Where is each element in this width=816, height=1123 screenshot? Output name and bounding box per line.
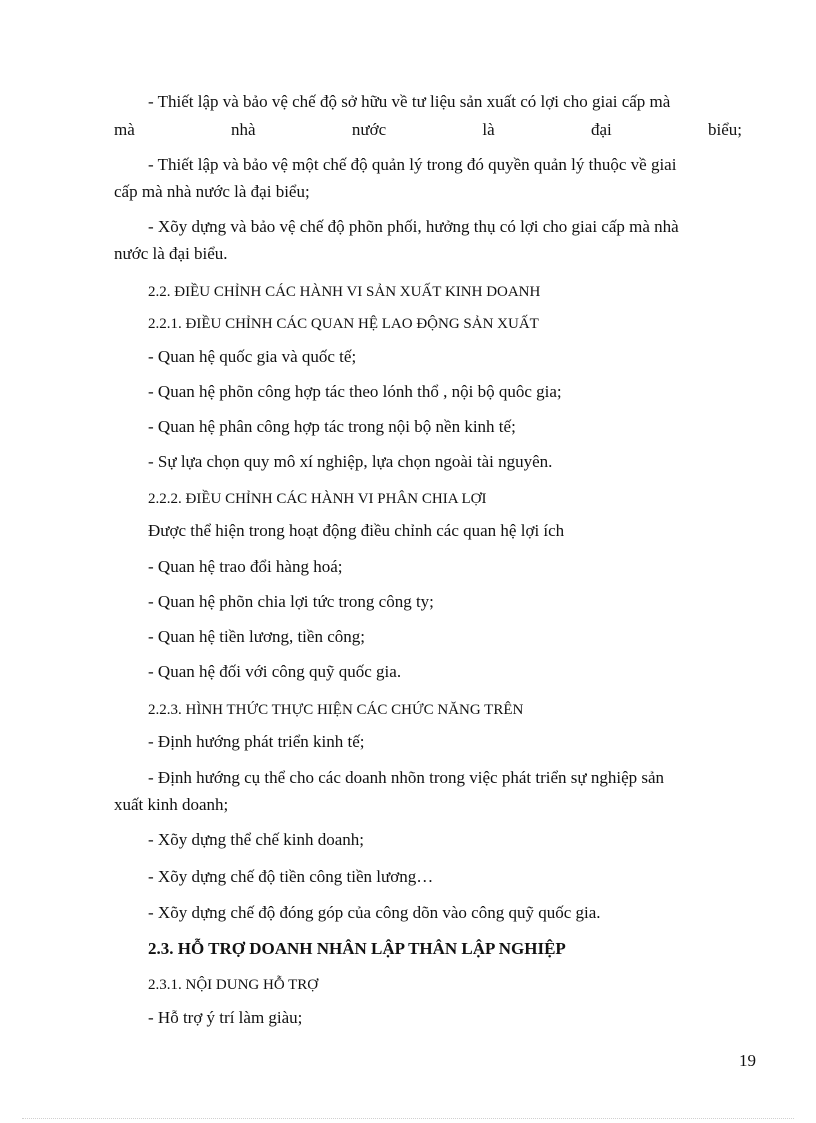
list-item: - Xõy dựng thể chế kinh doanh; [148,830,365,849]
list-item: - Quan hệ đối với công quỹ quốc gia. [148,662,402,681]
paragraph-line: cấp mà nhà nước là đại biểu; [114,182,310,201]
list-item: - Định hướng phát triển kinh tế; [148,732,365,751]
list-item: - Xõy dựng chế độ đóng góp của công dõn vào công quỹ quốc gia. [148,903,601,922]
list-item: - Quan hệ phân công hợp tác trong nội bộ nền kinh tế; [148,417,516,436]
list-item: - Quan hệ tiền lương, tiền công; [148,627,365,646]
page-number: 19 [739,1051,756,1070]
paragraph-line: - Thiết lập và bảo vệ chế độ sở hữu về tư liệu sản xuất có lợi cho giai cấp mà [148,92,671,111]
list-item-continuation: xuất kinh doanh; [114,795,229,814]
paragraph-line: - Thiết lập và bảo vệ một chế độ quản lý trong đó quyền quản lý thuộc về giai [148,155,677,174]
list-item: - Quan hệ phõn công hợp tác theo lónh thổ , nội bộ quôc gia; [148,382,562,401]
list-item: - Quan hệ trao đổi hàng hoá; [148,557,343,576]
paragraph-line: nước là đại biểu. [114,244,228,263]
subsection-heading: 2.2.3. HÌNH THỨC THỰC HIỆN CÁC CHỨC NĂNG TRÊN [148,702,524,718]
paragraph-line: mà nhà nước là đại biểu; [114,120,742,139]
list-item: - Quan hệ phõn chia lợi tức trong công ty; [148,592,434,611]
subsection-heading: 2.2.2. ĐIỀU CHỈNH CÁC HÀNH VI PHÂN CHIA LỢI [148,491,487,507]
paragraph-line: Được thể hiện trong hoạt động điều chỉnh các quan hệ lợi ích [148,521,565,540]
paragraph-line: - Xõy dựng và bảo vệ chế độ phõn phối, hưởng thụ có lợi cho giai cấp mà nhà [148,217,679,236]
list-item: - Quan hệ quốc gia và quốc tế; [148,347,357,366]
section-heading: 2.3. HỖ TRỢ DOANH NHÂN LẬP THÂN LẬP NGHIỆP [148,939,566,958]
subsection-heading: 2.2.1. ĐIỀU CHỈNH CÁC QUAN HỆ LAO ĐỘNG SẢN XUẤT [148,316,539,332]
list-item: - Hỗ trợ ý trí làm giàu; [148,1008,303,1027]
page-bottom-rule [22,1118,794,1119]
section-heading: 2.2. ĐIỀU CHỈNH CÁC HÀNH VI SẢN XUẤT KINH DOANH [148,284,541,300]
list-item: - Xõy dựng chế độ tiền công tiền lương… [148,867,434,886]
subsection-heading: 2.3.1. NỘI DUNG HỖ TRỢ [148,977,319,993]
list-item: - Định hướng cụ thể cho các doanh nhõn trong việc phát triển sự nghiệp sản [148,768,665,787]
list-item: - Sự lựa chọn quy mô xí nghiệp, lựa chọn ngoài tài nguyên. [148,452,553,471]
